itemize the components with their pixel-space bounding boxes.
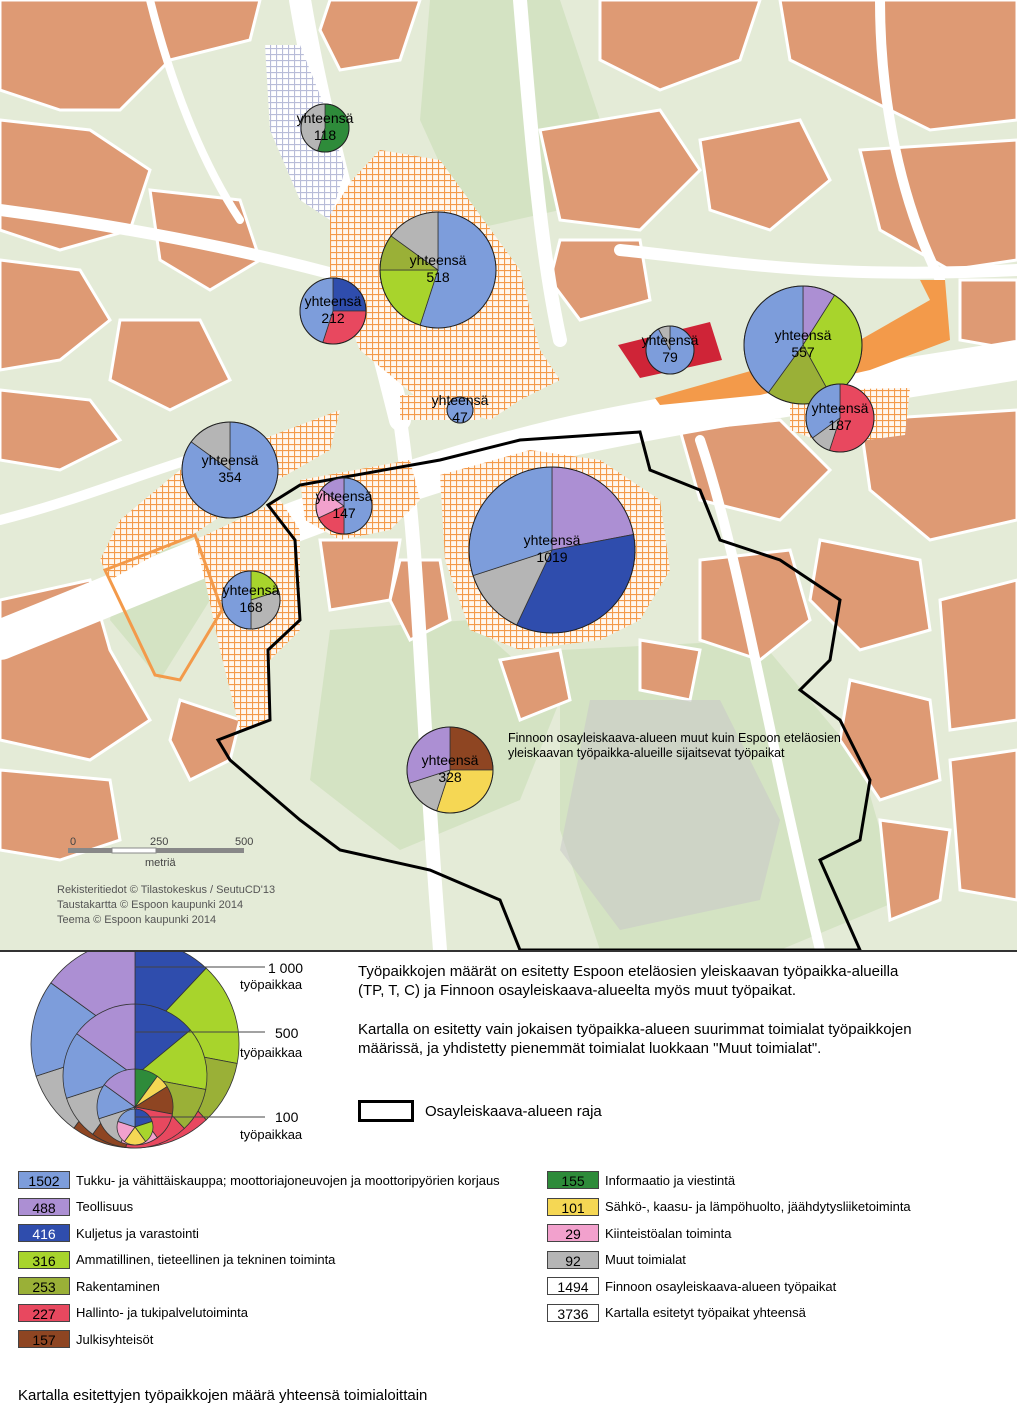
size-label-500: 500 [275, 1025, 299, 1041]
boundary-legend-swatch [358, 1100, 414, 1122]
size-label-1000: 1 000 [268, 960, 304, 976]
note-paragraph-2: Kartalla on esitetty vain jokaisen työpaikka-alueen suurimmat toimialat työpaikkojen määrissä, ja yhdistetty pienemmät toimialat luokkaan "Muut toimialat". [358, 1021, 912, 1057]
legend-row [547, 1250, 686, 1270]
legend-label: Kuljetus ja varastointi [76, 1225, 199, 1241]
credit-theme: Teema © Espoon kaupunki 2014 [57, 914, 217, 926]
pie-total-value: 187 [828, 417, 852, 433]
pie-total-value: 557 [791, 344, 815, 360]
legend-label: Julkisyhteisöt [76, 1331, 154, 1347]
legend-value-box: 316 [18, 1251, 70, 1269]
pie-chart-147 [316, 478, 373, 534]
legend-label: Finnoon osayleiskaava-alueen työpaikat [605, 1278, 837, 1294]
legend-value-box: 1502 [18, 1171, 70, 1189]
legend-value-box: 157 [18, 1330, 70, 1348]
credit-background-map: Taustakartta © Espoon kaupunki 2014 [57, 899, 244, 911]
scale-tick-0: 0 [70, 836, 77, 848]
size-legend-pie-3 [117, 1109, 153, 1145]
legend-panel [0, 950, 1017, 1424]
pie-chart-1019 [469, 467, 635, 633]
legend-row [18, 1303, 248, 1323]
finnoo-note: Finnoon osayleiskaava-alueen muut kuin Espoon eteläosien yleiskaavan työpaikka-alueille sijaitsevat työpaikat [508, 731, 841, 760]
pie-total-label: yhteensä [811, 400, 869, 416]
pie-total-value: 1019 [536, 549, 568, 565]
pie-total-label: yhteensä [641, 332, 699, 348]
pie-chart-168 [222, 571, 280, 629]
pie-chart-212 [300, 278, 366, 344]
note-paragraph-1: Työpaikkojen määrät on esitetty Espoon eteläosien yleiskaavan työpaikka-alueilla (TP, T, C) ja Finnoon osayleiskaava-alueelta myös muut työpaikat. [358, 963, 899, 999]
legend-value-box: 416 [18, 1224, 70, 1242]
legend-row [547, 1197, 911, 1217]
legend-value-box: 29 [547, 1224, 599, 1242]
pie-chart-187 [806, 384, 874, 452]
pie-total-label: yhteensä [304, 293, 362, 309]
pie-chart-328 [407, 727, 493, 813]
pie-total-label: yhteensä [222, 582, 280, 598]
legend-value-box: 101 [547, 1198, 599, 1216]
legend-label: Informaatio ja viestintä [605, 1172, 736, 1188]
size-unit-500: työpaikkaa [240, 1045, 303, 1060]
pie-total-label: yhteensä [409, 252, 467, 268]
pie-total-label: yhteensä [315, 488, 373, 504]
pie-total-value: 328 [438, 769, 462, 785]
pie-total-value: 212 [321, 310, 345, 326]
legend-row [547, 1223, 731, 1243]
legend-row [18, 1170, 500, 1190]
pie-total-label: yhteensä [201, 452, 259, 468]
pie-total-value: 354 [218, 469, 242, 485]
size-unit-100: työpaikkaa [240, 1127, 303, 1142]
legend-label: Tukku- ja vähittäiskauppa; moottoriajoneuvojen ja moottoripyörien korjaus [76, 1172, 500, 1188]
legend-value-box: 92 [547, 1251, 599, 1269]
pie-total-value: 147 [332, 505, 356, 521]
legend-row [547, 1276, 836, 1296]
credit-register: Rekisteritiedot © Tilastokeskus / SeutuCD'13 [57, 884, 276, 896]
legend-row [18, 1329, 153, 1349]
legend-label: Teollisuus [76, 1199, 134, 1214]
scale-tick-250: 250 [150, 836, 169, 848]
legend-footer: Kartalla esitettyjen työpaikkojen määrä yhteensä toimialoittain [18, 1387, 428, 1404]
pie-total-label: yhteensä [774, 327, 832, 343]
scale-tick-500: 500 [235, 836, 254, 848]
legend-row [547, 1170, 735, 1190]
pie-chart-354 [182, 422, 278, 518]
pie-total-value: 79 [662, 349, 678, 365]
boundary-legend-label: Osayleiskaava-alueen raja [425, 1103, 602, 1120]
legend-row [18, 1276, 160, 1296]
legend-label: Sähkö-, kaasu- ja lämpöhuolto, jäähdytysliiketoiminta [605, 1199, 911, 1214]
legend-row [18, 1223, 199, 1243]
legend-label: Muut toimialat [605, 1252, 686, 1267]
pie-total-value: 118 [313, 127, 337, 143]
size-label-100: 100 [275, 1109, 299, 1125]
legend-label: Kiinteistöalan toiminta [605, 1225, 732, 1241]
legend-row [18, 1250, 335, 1270]
legend-value-box: 155 [547, 1171, 599, 1189]
legend-value-box: 1494 [547, 1277, 599, 1295]
size-unit-1000: työpaikkaa [240, 977, 303, 992]
legend-value-box: 488 [18, 1198, 70, 1216]
legend-row [18, 1197, 133, 1217]
legend-label: Ammatillinen, tieteellinen ja tekninen toiminta [76, 1252, 336, 1267]
pie-chart-518 [380, 212, 496, 328]
legend-value-box: 253 [18, 1277, 70, 1295]
legend-label: Hallinto- ja tukipalvelutoiminta [76, 1305, 248, 1320]
legend-label: Kartalla esitetyt työpaikat yhteensä [605, 1305, 806, 1320]
legend-row [547, 1303, 806, 1323]
legend-value-box: 227 [18, 1304, 70, 1322]
pie-total-value: 47 [452, 409, 468, 425]
pie-total-label: yhteensä [421, 752, 479, 768]
legend-value-box: 3736 [547, 1304, 599, 1322]
legend-label: Rakentaminen [76, 1278, 160, 1294]
pie-total-label: yhteensä [431, 392, 489, 408]
pie-total-value: 518 [426, 269, 450, 285]
scale-unit: metriä [145, 857, 176, 869]
pie-total-value: 168 [239, 599, 263, 615]
pie-total-label: yhteensä [523, 532, 581, 548]
pie-total-label: yhteensä [296, 110, 354, 126]
